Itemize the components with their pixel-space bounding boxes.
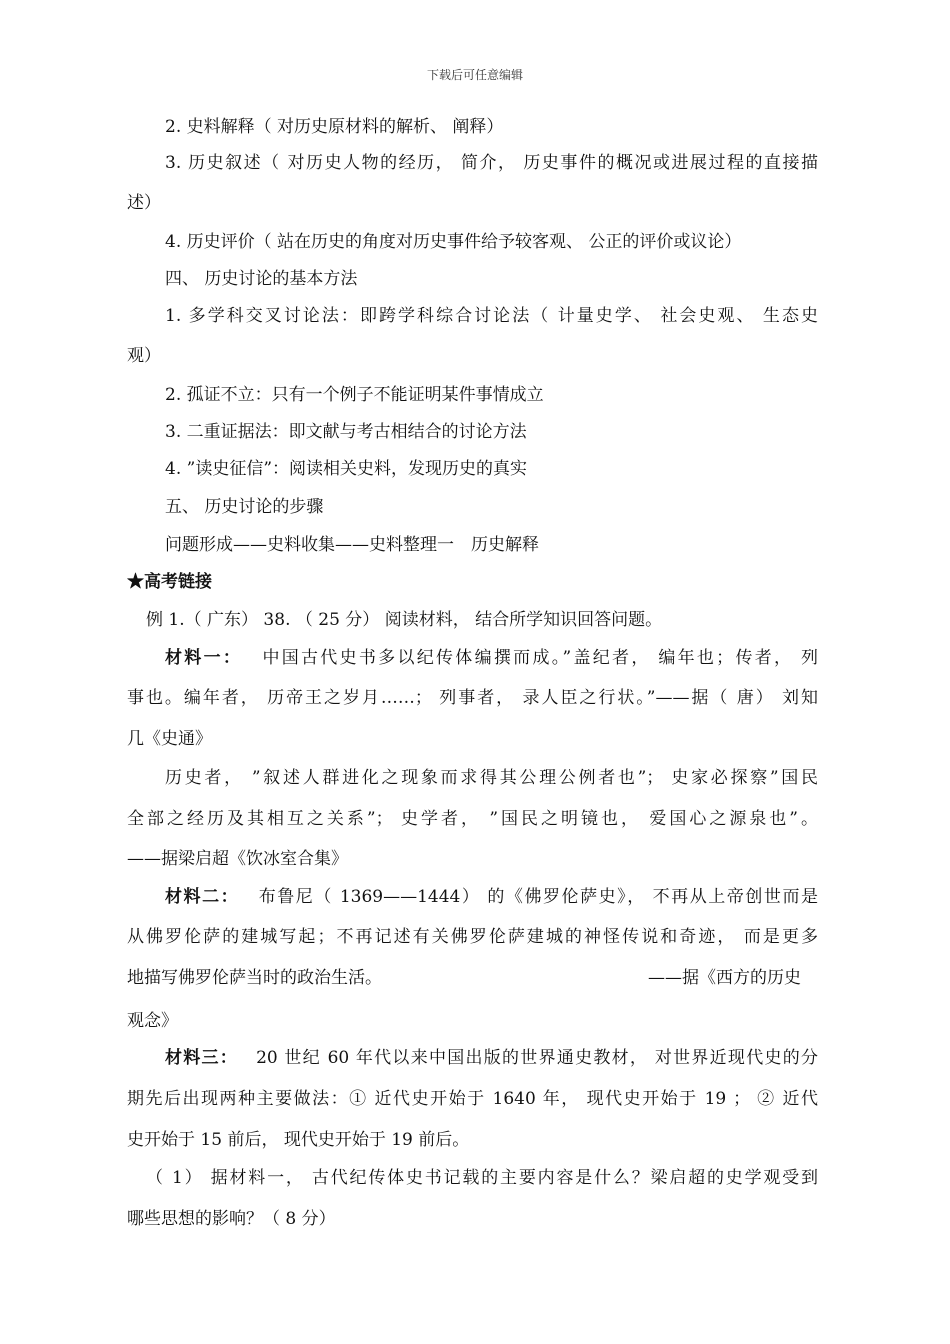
text-line: 3. 历史叙述（ 对历史人物的经历， 简介， 历史事件的概况或进展过程的直接描 <box>165 153 818 173</box>
text-line: 观念》 <box>127 1011 178 1031</box>
material-one-label: 材料一： <box>165 648 243 668</box>
material-one-line <box>165 647 818 669</box>
text-line: 观） <box>127 346 161 366</box>
text-line: 事也。编年者， 历帝王之岁月……； 列事者， 录人臣之行状。”——据（ 唐） 刘知 <box>127 688 818 708</box>
text-line: 3. 二重证据法：即文献与考古相结合的讨论方法 <box>165 422 527 442</box>
page-header: 下载后可任意编辑 <box>426 68 523 82</box>
heading-five: 五、 历史讨论的步骤 <box>165 497 324 517</box>
text-line: 期先后出现两种主要做法：① 近代史开始于 1640 年， 现代史开始于 19 ； ② 近代 <box>127 1089 818 1109</box>
material-two-line <box>165 886 818 908</box>
text-line: 2. 史料解释（ 对历史原材料的解析、 阐释） <box>165 117 504 137</box>
material-three-text: 20 世纪 60 年代以来中国出版的世界通史教材， 对世界近现代史的分 <box>256 1048 818 1068</box>
material-three-label: 材料三： <box>165 1048 239 1068</box>
text-line: 全部之经历及其相互之关系”； 史学者， ”国民之明镜也， 爱国心之源泉也”。 <box>127 809 818 829</box>
text-line: 从佛罗伦萨的建城写起；不再记述有关佛罗伦萨建城的神怪传说和奇迹， 而是更多 <box>127 927 818 947</box>
example-line: 例 1.（ 广东） 38. （ 25 分） 阅读材料， 结合所学知识回答问题。 <box>146 610 663 630</box>
text-line: 问题形成——史料收集——史料整理一 历史解释 <box>165 535 539 555</box>
text-line: 述） <box>127 193 161 213</box>
text-line: ——据梁启超《饮冰室合集》 <box>127 849 348 869</box>
material-two-label: 材料二： <box>165 887 240 907</box>
question-line: 哪些思想的影响？（ 8 分） <box>127 1209 336 1229</box>
question-line: （ 1） 据材料一， 古代纪传体史书记载的主要内容是什么？梁启超的史学观受到 <box>146 1168 818 1188</box>
text-line: 2. 孤证不立：只有一个例子不能证明某件事情成立 <box>165 385 544 405</box>
text-line: 4. 历史评价（ 站在历史的角度对历史事件给予较客观、 公正的评价或议论） <box>165 232 742 252</box>
material-one-text: 中国古代史书多以纪传体编撰而成。”盖纪者， 编年也；传者， 列 <box>260 648 819 668</box>
text-line: ——据《西方的历史 <box>648 968 801 988</box>
text-line: 历史者， ”叙述人群进化之现象而求得其公理公例者也”； 史家必探察”国民 <box>165 768 818 788</box>
text-line: 地描写佛罗伦萨当时的政治生活。 <box>127 968 382 988</box>
text-line: 史开始于 15 前后， 现代史开始于 19 前后。 <box>127 1130 470 1150</box>
text-line: 4. ”读史征信”：阅读相关史料，发现历史的真实 <box>165 459 528 479</box>
heading-four: 四、 历史讨论的基本方法 <box>165 269 358 289</box>
material-two-text: 布鲁尼（ 1369——1444） 的《佛罗伦萨史》， 不再从上帝创世而是 <box>257 887 818 907</box>
material-three-line <box>165 1047 818 1069</box>
text-line: 1. 多学科交叉讨论法：即跨学科综合讨论法（ 计量史学、 社会史观、 生态史 <box>165 306 818 326</box>
section-title: ★高考链接 <box>127 572 212 592</box>
text-line: 几《史通》 <box>127 729 212 749</box>
